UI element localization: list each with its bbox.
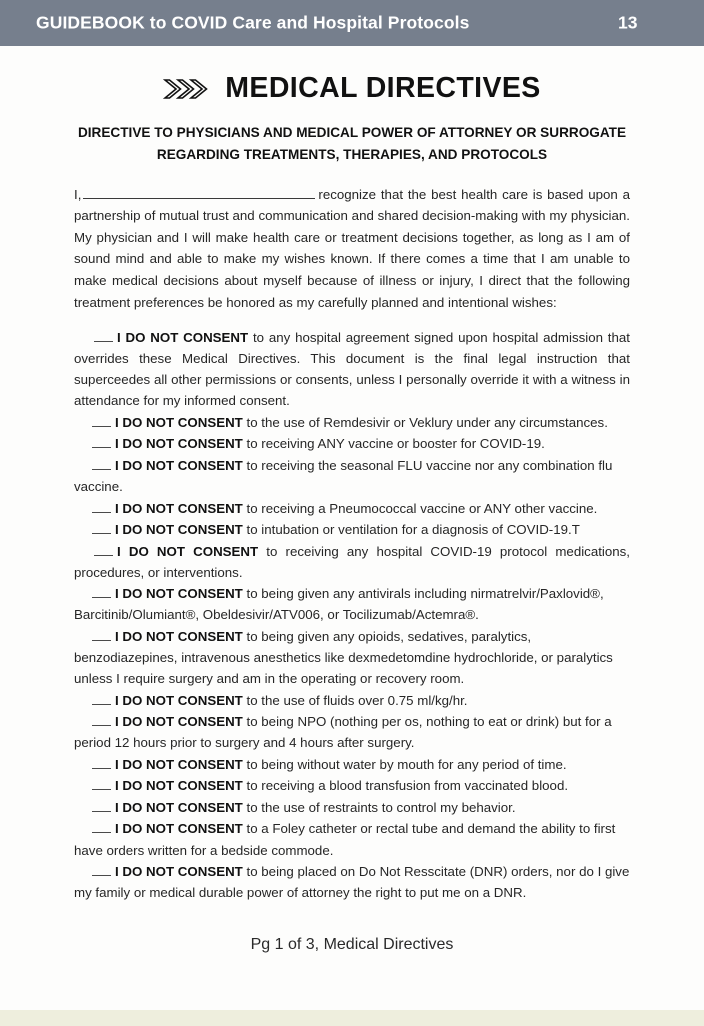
consent-initial-blank[interactable] — [92, 867, 111, 876]
intro-paragraph — [74, 184, 630, 313]
consent-text: to being placed on Do Not Resscitate (DNR) orders, nor do I give my family or medical durable power of attorney the right to put me on a DNR. — [74, 864, 630, 901]
consent-initial-blank[interactable] — [92, 503, 111, 512]
consent-item — [74, 626, 630, 689]
consent-initial-blank[interactable] — [92, 781, 111, 790]
double-chevron-right-icon — [163, 76, 211, 102]
consent-initial-blank[interactable] — [92, 695, 111, 704]
consent-item — [74, 519, 630, 540]
consent-label: I DO NOT CONSENT — [115, 799, 243, 815]
consent-label: I DO NOT CONSENT — [115, 821, 243, 837]
page-number: 13 — [618, 12, 638, 33]
consent-item — [74, 818, 630, 860]
consent-item — [74, 690, 630, 711]
consent-initial-blank[interactable] — [92, 589, 111, 598]
guidebook-title: GUIDEBOOK to COVID Care and Hospital Protocols — [36, 12, 470, 33]
consent-text: to the use of fluids over 0.75 ml/kg/hr. — [242, 692, 468, 708]
consent-item — [74, 327, 630, 411]
consent-text: to being given any antivirals including nirmatrelvir/Paxlovid®, Barcitinib/Olumiant®, Obeldesivir/ATV006, or Tocilizumab/Actemra®. — [74, 586, 604, 623]
consent-item — [74, 433, 630, 454]
consent-label: I DO NOT CONSENT — [115, 692, 243, 708]
subtitle-line-1: DIRECTIVE TO PHYSICIANS AND MEDICAL POWER OF ATTORNEY OR SURROGATE — [77, 125, 627, 140]
consent-item — [74, 797, 630, 818]
page-title-row — [0, 72, 704, 105]
consent-text: to receiving ANY vaccine or booster for COVID-19. — [242, 436, 545, 452]
consent-item — [74, 455, 630, 497]
bottom-accent-band — [0, 1010, 704, 1026]
consent-initial-blank[interactable] — [94, 546, 113, 555]
consent-label: I DO NOT CONSENT — [115, 414, 243, 430]
consent-initial-blank[interactable] — [94, 333, 113, 342]
footer-note: Pg 1 of 3, Medical Directives — [250, 936, 454, 953]
consent-text: to receiving any hospital COVID-19 protocol medications, procedures, or interventions. — [74, 543, 630, 580]
consent-item — [74, 775, 630, 796]
consent-item — [74, 711, 630, 753]
consent-initial-blank[interactable] — [92, 824, 111, 833]
consent-label: I DO NOT CONSENT — [117, 330, 249, 346]
page-content — [0, 46, 704, 1010]
consent-label: I DO NOT CONSENT — [115, 628, 243, 644]
consent-item — [74, 754, 630, 775]
consent-item — [74, 412, 630, 433]
consent-initial-blank[interactable] — [92, 759, 111, 768]
consent-initial-blank[interactable] — [92, 803, 111, 812]
consent-initial-blank[interactable] — [92, 717, 111, 726]
page-title: MEDICAL DIRECTIVES — [225, 72, 541, 104]
consent-items-list — [74, 327, 630, 903]
consent-text: to being given any opioids, sedatives, paralytics, benzodiazepines, intravenous anesthetics like dexmedetomdine hydrochloride, or paralytics unless I require surgery and am in the operating or recovery room. — [74, 628, 613, 687]
consent-initial-blank[interactable] — [92, 461, 111, 470]
consent-text: to receiving a blood transfusion from vaccinated blood. — [242, 778, 569, 794]
consent-text: to intubation or ventilation for a diagnosis of COVID-19.T — [242, 522, 580, 538]
consent-label: I DO NOT CONSENT — [115, 714, 243, 730]
name-blank-field[interactable] — [83, 188, 315, 199]
consent-item — [74, 583, 630, 625]
consent-item — [74, 541, 630, 583]
consent-initial-blank[interactable] — [92, 525, 111, 534]
consent-initial-blank[interactable] — [92, 439, 111, 448]
subtitle-line-2: REGARDING TREATMENTS, THERAPIES, AND PROTOCOLS — [156, 147, 548, 163]
consent-label: I DO NOT CONSENT — [115, 436, 243, 452]
consent-initial-blank[interactable] — [92, 417, 111, 426]
consent-text: to receiving the seasonal FLU vaccine nor any combination flu vaccine. — [74, 457, 613, 494]
consent-text: to being NPO (nothing per os, nothing to eat or drink) but for a period 12 hours prior to surgery and 4 hours after surgery. — [74, 714, 612, 751]
consent-label: I DO NOT CONSENT — [115, 457, 243, 473]
consent-text: to receiving a Pneumococcal vaccine or ANY other vaccine. — [242, 500, 598, 516]
running-header — [0, 0, 704, 46]
consent-label: I DO NOT CONSENT — [115, 864, 243, 880]
intro-body: recognize that the best health care is based upon a partnership of mutual trust and communication and shared decision-making with my physician. My physician and I will make health care or treatment decisions together, as long as I am of sound mind and able to make my wishes known. If there comes a time that I am unable to make medical decisions about myself because of illness or injury, I direct that the following treatment preferences be honored as my carefully planned and intentional wishes: — [74, 186, 630, 310]
consent-text: to a Foley catheter or rectal tube and demand the ability to first have orders written for a bedside commode. — [74, 821, 616, 858]
intro-prefix: I, — [74, 186, 82, 202]
consent-text: to the use of restraints to control my behavior. — [242, 799, 516, 815]
consent-label: I DO NOT CONSENT — [115, 500, 243, 516]
consent-label: I DO NOT CONSENT — [117, 543, 259, 559]
consent-label: I DO NOT CONSENT — [115, 586, 243, 602]
consent-text: to being without water by mouth for any period of time. — [242, 756, 567, 772]
consent-text: to the use of Remdesivir or Veklury under any circumstances. — [242, 414, 608, 430]
consent-item — [74, 498, 630, 519]
document-subtitle — [40, 122, 664, 167]
consent-text: to any hospital agreement signed upon hospital admission that overrides these Medical Directives. This document is the final legal instruction that superceedes all other permissions or consents, unless I personally override it with a witness in attendance for my informed consent. — [74, 330, 630, 409]
consent-label: I DO NOT CONSENT — [115, 522, 243, 538]
consent-label: I DO NOT CONSENT — [115, 778, 243, 794]
consent-item — [74, 861, 630, 903]
consent-initial-blank[interactable] — [92, 632, 111, 641]
consent-label: I DO NOT CONSENT — [115, 756, 243, 772]
